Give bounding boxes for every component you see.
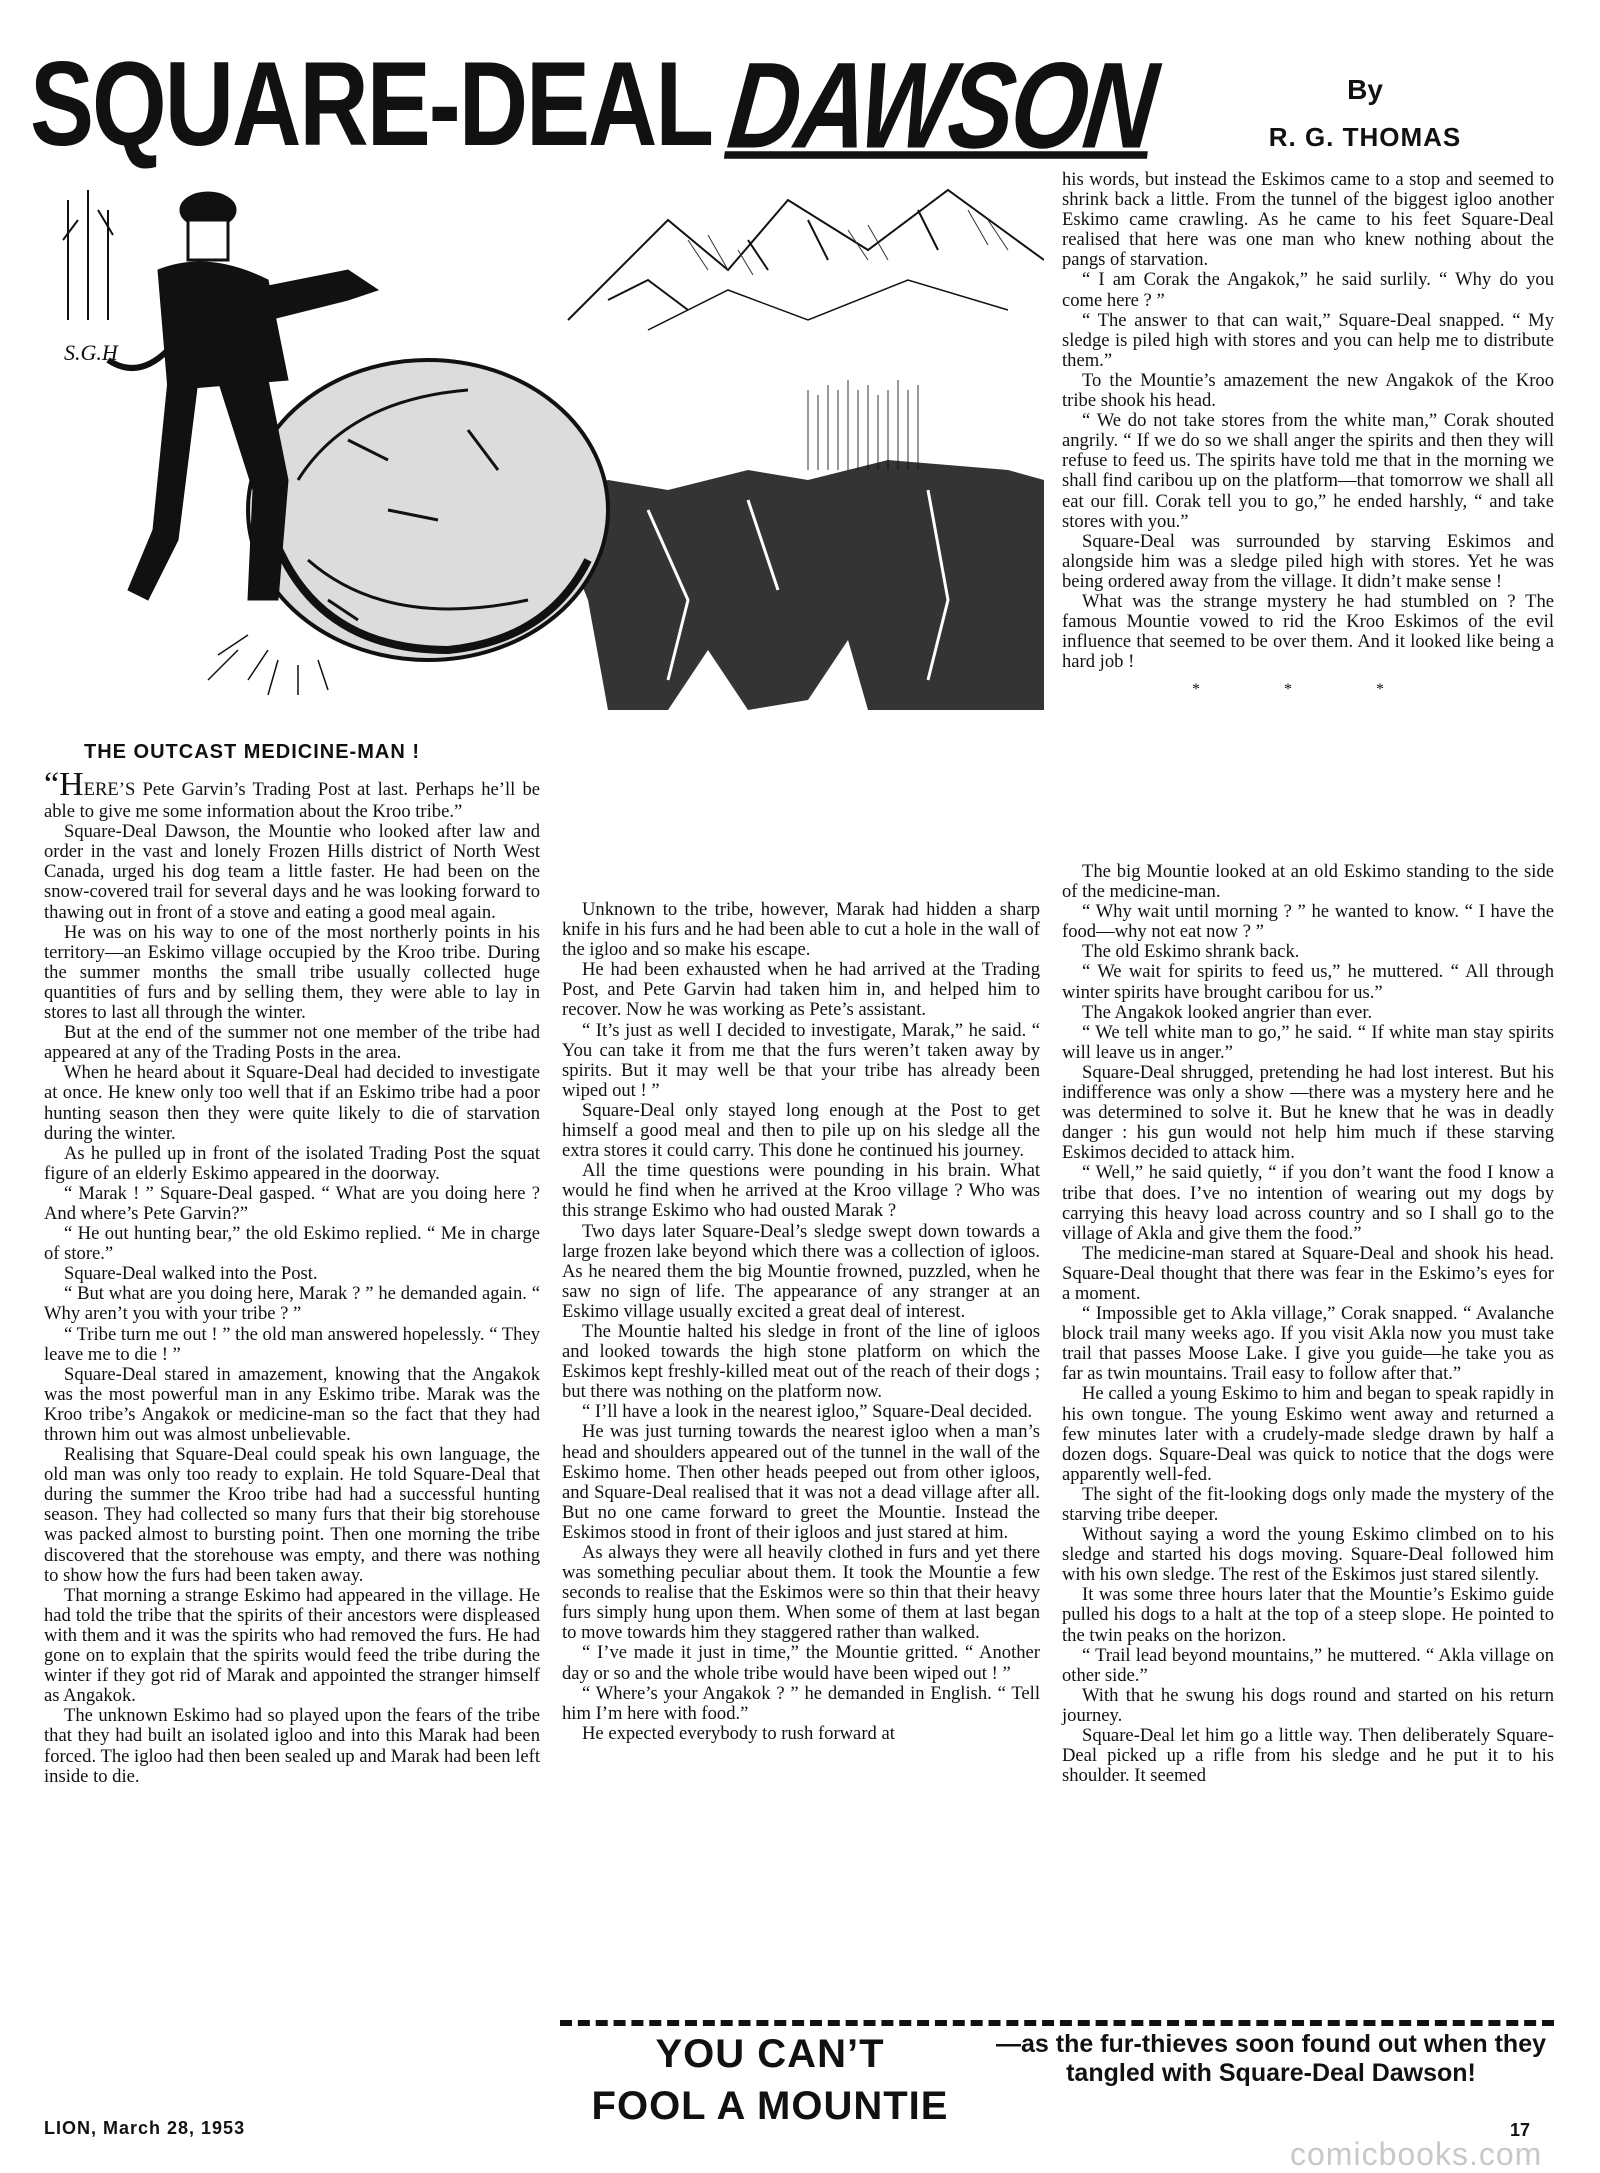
headline-line-1: YOU CAN’T: [655, 2032, 885, 2076]
next-issue-headline: [560, 2028, 980, 2132]
paragraph: The Angakok looked angrier than ever.: [1082, 1001, 1373, 1023]
title-part-2: DAWSON: [722, 36, 1161, 174]
paragraph: Unknown to the tribe, however, Marak had hidden a sharp knife in his furs and he had been able to cut a hole in the wall of the igloo and so make his escape.: [562, 899, 1040, 961]
lead-text: ERE’S Pete Garvin’s Trading Post at last. Perhaps he’ll be able to give me some information about the Kroo tribe.”: [44, 779, 540, 823]
paragraph: As he pulled up in front of the isolated Trading Post the squat figure of an elderly Eskimo appeared in the doorway.: [44, 1142, 540, 1184]
paragraph: “ The answer to that can wait,” Square-Deal snapped. “ My sledge is piled high with stores and you can help me to distribute them.”: [1062, 309, 1554, 371]
boulder: [248, 360, 608, 660]
paragraph: That morning a strange Eskimo had appeared in the village. He had told the tribe that the spirits of their ancestors were displeased with them and it was the spirits who had removed the furs. He had gone on to explain that the spirits would feed the tribe during the winter if they got rid of Marak and appointed the stranger himself as Angakok.: [44, 1584, 540, 1707]
section-subhead: THE OUTCAST MEDICINE-MAN !: [84, 741, 420, 763]
byline: [1230, 74, 1500, 153]
drop-cap: “H: [44, 766, 84, 804]
column-1: [44, 742, 540, 1787]
paragraph: “ Trail lead beyond mountains,” he muttered. “ Akla village on other side.”: [1062, 1644, 1554, 1686]
paragraph: “ We do not take stores from the white man,” Corak shouted angrily. “ If we do so we shall anger the spirits and then they will refuse to feed us. The spirits have told me that in the morning we shall find caribou up on the platform—that tomorrow we shall all eat our fill. Corak tell you to go,” he ended harshly, “ and take stores with you.”: [1062, 410, 1554, 532]
headline-line-2: FOOL A MOUNTIE: [591, 2084, 949, 2128]
paragraph: “ Well,” he said quietly, “ if you don’t want the food I know a tribe that does. I’ve no intention of wearing out my dogs by carrying this heavy load across country and so I shall go to the village of Akla and give them the food.”: [1062, 1162, 1554, 1244]
paragraph: Realising that Square-Deal could speak his own language, the old man was only too ready to explain. He told Square-Deal that during the summer the Kroo tribe had had a successful hunting season. They had collected so many furs that their big storehouse was packed almost to bursting point. Then one morning the tribe discovered that the storehouse was empty, and there was nothing to show how the furs had been taken away.: [44, 1444, 540, 1586]
cliff-edge: [548, 460, 1044, 710]
dashed-divider: [560, 2020, 1554, 2026]
paragraph: Square-Deal walked into the Post.: [64, 1263, 318, 1285]
paragraph: “ Impossible get to Akla village,” Corak snapped. “ Avalanche block trail many weeks ago. If you visit Akla now you must take trail that passes Moose Lake. I give you guide—he take you as far as twin mountains. Trail easy to follow after that.”: [1062, 1303, 1554, 1385]
paragraph: Square-Deal stared in amazement, knowing that the Angakok was the most powerful man in any Eskimo tribe. Marak was the Kroo tribe’s Angakok or medicine-man so the fact that they had thrown him out was almost unbelievable.: [44, 1363, 540, 1445]
paragraph: The medicine-man stared at Square-Deal and shook his head. Square-Deal thought that there was fear in the Eskimo’s eyes for a moment.: [1062, 1242, 1554, 1304]
byline-author: R. G. THOMAS: [1268, 122, 1462, 152]
paragraph: Square-Deal was surrounded by starving Eskimos and alongside him was a sledge piled high with stores. Yet he was being ordered away from the village. It didn’t make sense !: [1062, 530, 1554, 592]
paragraph: As always they were all heavily clothed in furs and yet there was something peculiar about them. It took the Mountie a few seconds to realise that the Eskimos were so thin that their heavy furs simply hung upon them. When some of them at last began to move towards him they staggered rather than walked.: [562, 1542, 1040, 1644]
paragraph: The old Eskimo shrank back.: [1082, 941, 1300, 963]
paragraph: “ Tribe turn me out ! ” the old man answered hopelessly. “ They leave me to die ! ”: [44, 1323, 540, 1365]
paragraph: When he heard about it Square-Deal had decided to investigate at once. He knew only too well that if an Eskimo tribe had a poor hunting season then they were quite likely to die of starvation during the winter.: [44, 1062, 540, 1144]
paragraph: The unknown Eskimo had so played upon the fears of the tribe that they had built an isolated igloo and into this Marak had been forced. The igloo had then been sealed up and Marak had been left inside to die.: [44, 1705, 540, 1787]
paragraph: The Mountie halted his sledge in front of the line of igloos and looked towards the high stone platform on which the Eskimos kept freshly-killed meat out of the reach of their dogs ; but there was nothing on the platform now.: [562, 1320, 1040, 1403]
trees: [63, 190, 113, 320]
paragraph: “ I’ll have a look in the nearest igloo,” Square-Deal decided.: [582, 1401, 1033, 1423]
column-3-bottom: [1062, 862, 1554, 1786]
paragraph: What was the strange mystery he had stumbled on ? The famous Mountie vowed to rid the Kroo Eskimos of the evil influence that seemed to be over them. And it looked like being a hard job !: [1062, 590, 1554, 673]
snow-hatching: [688, 210, 1008, 470]
paragraph: He expected everybody to rush forward at: [582, 1722, 895, 1744]
paragraph: “ We wait for spirits to feed us,” he muttered. “ All through winter spirits have brought caribou for us.”: [1062, 961, 1554, 1003]
paragraph: his words, but instead the Eskimos came to a stop and seemed to shrink back a little. From the tunnel of the biggest igloo another Eskimo came crawling. As he came to his feet Square-Deal realised that here was one man who knew nothing about the pangs of starvation.: [1062, 169, 1554, 271]
watermark: comicbooks.com: [1290, 2136, 1543, 2172]
column-2: [562, 900, 1040, 1744]
paragraph: He was just turning towards the nearest igloo when a man’s head and shoulders appeared out of the tunnel in the wall of the Eskimo home. Then other heads peeped out from other igloos, and Square-Deal realised that it was not a dead village after all. But no one came forward to greet the Mountie. Instead the Eskimos stood in front of their igloos and just stared at him.: [562, 1421, 1040, 1543]
paragraph: “ Why wait until morning ? ” he wanted to know. “ I have the food—why not eat now ? ”: [1062, 901, 1554, 943]
paragraph: “ Where’s your Angakok ? ” he demanded in English. “ Tell him I’m here with food.”: [562, 1682, 1040, 1724]
title-part-1: SQUARE-DEAL: [30, 37, 713, 172]
paragraph: “ We tell white man to go,” he said. “ If white man stay spirits will leave us in anger.”: [1062, 1021, 1554, 1063]
story-title: [30, 36, 1161, 174]
story-illustration: [48, 180, 1044, 710]
paragraph: Square-Deal let him go a little way. Then deliberately Square-Deal picked up a rifle from his sledge and he put it to his shoulder. It seemed: [1062, 1725, 1554, 1787]
snow-spray: [208, 635, 328, 695]
paragraph: “ He out hunting bear,” the old Eskimo replied. “ Me in charge of store.”: [44, 1223, 540, 1265]
paragraph: He had been exhausted when he had arrived at the Trading Post, and Pete Garvin had taken him in, and helped him to recover. Now he was working as Pete’s assistant.: [562, 959, 1040, 1021]
paragraph: “ But what are you doing here, Marak ? ” he demanded again. “ Why aren’t you with your tribe ? ”: [44, 1283, 540, 1325]
lead-paragraph: [44, 768, 540, 822]
page-number: 17: [1510, 2120, 1531, 2140]
paragraph: All the time questions were pounding in his brain. What would he find when he arrived at the Kroo village ? Who was this strange Eskimo who had ousted Marak ?: [562, 1160, 1040, 1222]
paragraph: To the Mountie’s amazement the new Angakok of the Kroo tribe shook his head.: [1062, 369, 1554, 412]
paragraph: It was some three hours later that the Mountie’s Eskimo guide pulled his dogs to a halt at the top of a steep slope. He pointed to the twin peaks on the horizon.: [1062, 1584, 1554, 1646]
column-3-top: [1062, 170, 1554, 708]
paragraph: “ It’s just as well I decided to investigate, Marak,” he said. “ You can take it from me that the furs weren’t taken away by spirits. But it may well be that your tribe has already been wiped out ! ”: [562, 1019, 1040, 1101]
artist-signature: S.G.H: [64, 340, 118, 365]
paragraph: Square-Deal shrugged, pretending he had lost interest. But his indifference was only a show —there was a mystery here and he was determined to solve it. But he knew that he was in deadly danger : his gun would not help him much if these starving Eskimos decided to attack him.: [1062, 1061, 1554, 1164]
paragraph: The sight of the fit-looking dogs only made the mystery of the starving tribe deeper.: [1062, 1483, 1554, 1525]
paragraph: Square-Deal only stayed long enough at the Post to get himself a good meal and then to pile up on his sledge all the extra stores it could carry. This done he continued his journey.: [562, 1099, 1040, 1162]
paragraph: He was on his way to one of the most northerly points in his territory—an Eskimo village occupied by the Kroo tribe. During the summer months the small tribe usually collected huge quantities of furs and by selling them, they were able to lay in stores to last all through the winter.: [44, 921, 540, 1024]
paragraph: But at the end of the summer not one member of the tribe had appeared at any of the Trading Posts in the area.: [44, 1022, 540, 1064]
paragraph: Two days later Square-Deal’s sledge swept down towards a large frozen lake beyond which there was a collection of igloos. As he neared them the big Mountie frowned, puzzled, when he saw no sign of life. The appearance of any stranger at an Eskimo village usually excited a great deal of interest.: [562, 1220, 1040, 1322]
next-issue-tagline: —as the fur-thieves soon found out when they tangled with Square-Deal Dawson!: [995, 2030, 1547, 2087]
byline-by: By: [1347, 74, 1383, 105]
section-separator: * * *: [1192, 681, 1424, 699]
paragraph: He called a young Eskimo to him and began to speak rapidly in his own tongue. The young Eskimo went away and returned a few minutes later with a crudely-made sledge drawn by half a dozen dogs. Square-Deal was quick to notice that the dogs were apparently well-fed.: [1062, 1383, 1554, 1485]
publication-line: LION, March 28, 1953: [44, 2118, 246, 2138]
paragraph: “ Marak ! ” Square-Deal gasped. “ What are you doing here ? And where’s Pete Garvin?”: [44, 1182, 540, 1224]
paragraph: With that he swung his dogs round and started on his return journey.: [1062, 1684, 1554, 1726]
paragraph: Square-Deal Dawson, the Mountie who looked after law and order in the vast and lonely Frozen Hills district of North West Canada, urged his dog team a little faster. He had been on the snow-covered trail for several days and he was looking forward to thawing out in front of a stove and eating a good meal again.: [44, 821, 540, 923]
paragraph: “ I am Corak the Angakok,” he said surlily. “ Why do you come here ? ”: [1062, 269, 1554, 311]
paragraph: “ I’ve made it just in time,” the Mountie gritted. “ Another day or so and the whole tribe would have been wiped out ! ”: [562, 1642, 1040, 1684]
paragraph: Without saying a word the young Eskimo climbed on to his sledge and started his dogs moving. Square-Deal followed him with his own sledge. The rest of the Eskimos just stared silently.: [1062, 1524, 1554, 1586]
mountain-background: [568, 190, 1044, 330]
paragraph: The big Mountie looked at an old Eskimo standing to the side of the medicine-man.: [1062, 861, 1554, 903]
